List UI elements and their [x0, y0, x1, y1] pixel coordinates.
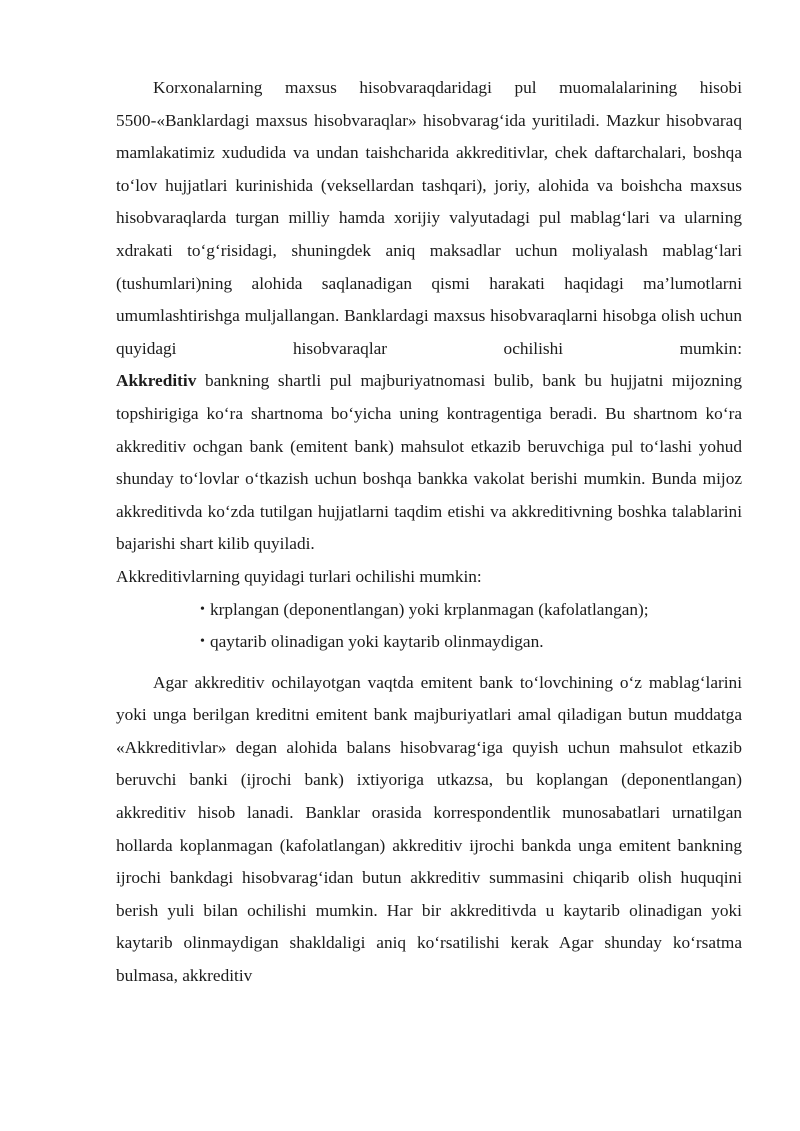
list-item-text: krplangan (deponentlangan) yoki krplanmagan (kafolatlangan);	[210, 599, 649, 619]
list-item	[116, 626, 742, 659]
paragraph-1: Korxonalarning maxsus hisobvaraqdaridagi pul muomalalarining hisobi 5500-«Banklardagi maxsus hisobvaraqlar» hisobvarag‘ida yuritiladi. Mazkur hisobvaraq mamlakatimiz xududida va undan taishcharida akkreditivlar, chek daftarchalari, boshqa to‘lov hujjatlari kurinishida (veksellardan tashqari), joriy, alohida va boishcha maxsus hisobvaraqlarda turgan milliy hamda xorijiy valyutadagi pul mablag‘lari va ularning xdrakati to‘g‘risidagi, shuningdek aniq maksadlar uchun moliyalash mablag‘lari (tushumlari)ning alohida saqlanadigan qismi harakati haqidagi ma’lumotlarni umumlashtirishga muljallangan. Banklardagi maxsus hisobvaraqlarni hisobga olish uchun quyidagi hisobvaraqlar ochilishi mumkin:	[116, 78, 742, 358]
paragraph-2-text: bankning shartli pul majburiyatnomasi bulib, bank bu hujjatni mijozning topshirigiga ko‘ra shartnoma bo‘yicha uning kontragentiga beradi. Bu shartnom ko‘ra akkreditiv ochgan bank (emitent bank) mahsulot etkazib beruvchiga pul to‘lashi yohud shunday to‘lovlar o‘tkazish uchun boshqa bankka vakolat berishi mumkin. Bunda mijoz akkreditivda ko‘zda tutilgan hujjatlarni taqdim etishi va akkreditivning boshka talablarini bajarishi shart kilib quyiladi.	[116, 371, 742, 554]
paragraph-2	[116, 365, 742, 561]
spacer	[116, 659, 742, 667]
list-item	[116, 594, 742, 627]
document-body	[116, 72, 742, 993]
akkreditiv-types-list	[116, 594, 742, 659]
list-intro: Akkreditivlarning quyidagi turlari ochilishi mumkin:	[116, 566, 482, 586]
term-akkreditiv: Akkreditiv	[116, 371, 197, 391]
bullet-icon: •	[200, 634, 205, 650]
paragraph-3: Agar akkreditiv ochilayotgan vaqtda emitent bank to‘lovchining o‘z mablag‘larini yoki unga berilgan kreditni emitent bank majburiyatlari amal qiladigan butun muddatga «Akkreditivlar» degan alohida balans hisobvarag‘iga quyish uchun mahsulot etkazib beruvchi banki (ijrochi bank) ixtiyoriga utkazsa, bu koplangan (deponentlangan) akkreditiv hisob lanadi. Banklar orasida korrespondentlik munosabatlari urnatilgan hollarda koplanmagan (kafolatlangan) akkreditiv ijrochi bankda unga emitent bankning ijrochi bankdagi hisobvarag‘idan butun akkreditiv summasini chiqarib olish huquqini berish yuli bilan ochilishi mumkin. Har bir akkreditivda u kaytarib olinadigan yoki kaytarib olinmaydigan shakldaligi aniq ko‘rsatilishi kerak Agar shunday ko‘rsatma bulmasa, akkreditiv	[116, 672, 742, 986]
bullet-icon: •	[200, 601, 205, 617]
list-item-text: qaytarib olinadigan yoki kaytarib olinmaydigan.	[210, 632, 544, 652]
